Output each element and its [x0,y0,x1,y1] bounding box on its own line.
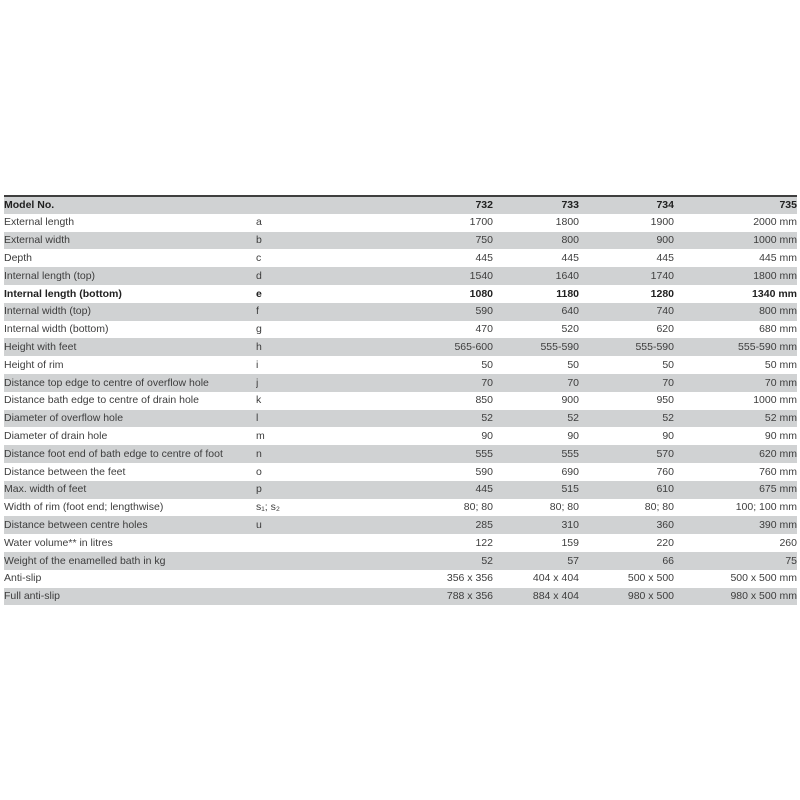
value-cell-732: 285 [475,518,493,531]
spec-label-cell: Internal length (bottom) [4,287,122,300]
table-row [4,249,797,267]
value-cell-732: 1080 [469,287,493,300]
value-cell-735: 50 mm [764,358,797,371]
value-cell-735: 445 mm [759,252,797,265]
value-cell-735: 100; 100 mm [735,501,797,514]
dimension-letter-cell: e [256,287,262,300]
table-row [4,534,797,552]
value-cell-732: 356 x 356 [446,572,493,585]
header-model-734: 734 [656,199,674,212]
dimension-letter-cell: n [256,447,262,460]
spec-label-cell: Distance between centre holes [4,518,148,531]
dimension-letter-cell: h [256,341,262,354]
dimension-letter-cell: c [256,252,262,265]
spec-label-cell: Distance bath edge to centre of drain hole [4,394,199,407]
spec-label-cell: External width [4,234,70,247]
value-cell-732: 1540 [469,269,493,282]
value-cell-735: 620 mm [759,447,797,460]
value-cell-735: 90 mm [764,430,797,442]
table-row [4,321,797,339]
table-row [4,445,797,463]
value-cell-733: 800 [561,234,579,247]
value-cell-733: 1800 [555,216,579,229]
spec-label-cell: Distance between the feet [4,465,126,478]
value-cell-735: 390 mm [759,518,797,531]
dimension-letter-cell: u [256,518,262,531]
value-cell-732: 80; 80 [463,501,493,514]
value-cell-735: 500 x 500 mm [730,572,797,585]
value-cell-733: 690 [561,465,579,478]
value-cell-734: 620 [656,323,674,336]
dimension-letter-cell: i [256,358,259,371]
value-cell-732: 590 [475,465,493,478]
value-cell-735: 800 mm [759,305,797,318]
value-cell-735: 1000 mm [753,394,797,407]
spec-label-cell: Internal width (top) [4,305,91,318]
value-cell-732: 122 [475,536,493,549]
table-row [4,516,797,534]
value-cell-734: 220 [656,536,674,549]
table-row [4,463,797,481]
value-cell-733: 310 [561,518,579,531]
dimension-letter-cell [256,588,396,606]
value-cell-733: 900 [561,394,579,407]
spec-label-cell: Distance top edge to centre of overflow hole [4,376,209,389]
value-cell-734: 500 x 500 [627,572,674,585]
value-cell-732: 445 [475,252,493,265]
value-cell-733: 555-590 [540,341,579,354]
value-cell-733: 404 x 404 [532,572,579,585]
dimension-letter-cell: p [256,483,262,496]
dimension-letter-cell: a [256,216,262,229]
value-cell-734: 555-590 [635,341,674,354]
header-letter-cell [256,196,396,214]
value-cell-735: 75 [785,554,797,567]
table-row [4,374,797,392]
value-cell-732: 445 [475,483,493,496]
dimension-letter-cell [256,552,396,570]
value-cell-732: 52 [481,554,493,567]
value-cell-734: 610 [656,483,674,496]
spec-label-cell: Diameter of overflow hole [4,412,124,425]
value-cell-732: 52 [481,412,493,425]
value-cell-733: 1180 [556,287,579,300]
spec-label-cell: Water volume** in litres [4,536,113,549]
value-cell-735: 675 mm [759,483,797,496]
dimension-letter-cell: m [256,430,265,442]
spec-label-cell: Height with feet [4,341,77,354]
bath-spec-table [4,195,797,605]
value-cell-732: 750 [475,234,493,247]
value-cell-732: 788 x 356 [446,590,493,603]
dimension-letter-cell: g [256,323,262,336]
value-cell-734: 52 [662,412,674,425]
value-cell-734: 980 x 500 [627,590,674,603]
table-row [4,285,797,303]
value-cell-734: 740 [656,305,674,318]
header-model-733: 733 [561,199,579,212]
dimension-letter-cell [256,570,396,588]
value-cell-735: 980 x 500 mm [730,590,797,603]
spec-label-cell: Anti-slip [4,572,42,585]
table-row [4,499,797,517]
value-cell-734: 760 [656,465,674,478]
value-cell-732: 470 [475,323,493,336]
dimension-letter-cell: o [256,465,262,478]
spec-label-cell: Distance foot end of bath edge to centre of foot [4,447,223,460]
spec-label-cell: Max. width of feet [4,483,87,496]
value-cell-735: 555-590 mm [738,341,797,354]
value-cell-733: 884 x 404 [532,590,579,603]
dimension-letter-cell: k [256,394,262,407]
value-cell-732: 50 [481,358,493,371]
value-cell-735: 1340 mm [752,287,797,300]
value-cell-735: 52 mm [764,412,797,425]
value-cell-734: 1900 [650,216,674,229]
value-cell-735: 2000 mm [753,216,797,229]
header-row [4,196,797,214]
value-cell-733: 520 [561,323,579,336]
value-cell-733: 555 [561,447,579,460]
value-cell-733: 52 [567,412,579,425]
value-cell-732: 565-600 [454,341,493,354]
value-cell-732: 70 [481,376,493,389]
table-row [4,588,797,606]
dimension-letter-cell: d [256,269,262,282]
table-row [4,552,797,570]
table-row [4,232,797,250]
value-cell-734: 80; 80 [644,501,674,514]
value-cell-734: 950 [656,394,674,407]
value-cell-734: 70 [662,376,674,389]
header-model-735: 735 [779,199,797,212]
value-cell-733: 90 [567,430,579,442]
value-cell-734: 1740 [650,269,674,282]
table-row [4,303,797,321]
value-cell-734: 570 [656,447,674,460]
value-cell-732: 90 [481,430,493,442]
value-cell-734: 66 [662,554,674,567]
value-cell-733: 159 [561,536,579,549]
value-cell-734: 360 [656,518,674,531]
value-cell-733: 57 [567,554,579,567]
value-cell-733: 515 [561,483,579,496]
spec-label-cell: Full anti-slip [4,590,61,603]
value-cell-733: 640 [561,305,579,318]
spec-label-cell: Diameter of drain hole [4,430,108,442]
table-row [4,410,797,428]
value-cell-734: 900 [656,234,674,247]
value-cell-735: 1000 mm [753,234,797,247]
dimension-letter-cell [256,534,396,552]
table-row [4,392,797,410]
table-row [4,214,797,232]
value-cell-732: 555 [475,447,493,460]
value-cell-734: 50 [662,358,674,371]
value-cell-732: 850 [475,394,493,407]
dimension-letter-cell: f [256,305,259,318]
spec-label-cell: Width of rim (foot end; lengthwise) [4,501,164,514]
table-row [4,267,797,285]
spec-label-cell: Depth [4,252,33,265]
value-cell-735: 1800 mm [753,269,797,282]
spec-label-cell: Weight of the enamelled bath in kg [4,554,166,567]
spec-label-cell: Height of rim [4,358,64,371]
value-cell-733: 445 [561,252,579,265]
value-cell-732: 590 [475,305,493,318]
table-row [4,427,797,445]
table-row [4,338,797,356]
dimension-letter-cell: j [256,376,259,389]
spec-label-cell: Internal length (top) [4,269,96,282]
value-cell-734: 445 [656,252,674,265]
value-cell-735: 70 mm [764,376,797,389]
value-cell-733: 70 [567,376,579,389]
spec-table-header [4,196,797,214]
table-row [4,570,797,588]
value-cell-735: 680 mm [759,323,797,336]
value-cell-733: 80; 80 [549,501,579,514]
dimension-letter-cell: s₁; s₂ [256,501,280,514]
header-model-no-label: Model No. [4,199,55,212]
value-cell-735: 260 [779,536,797,549]
dimension-letter-cell: b [256,234,262,247]
table-row [4,481,797,499]
spec-label-cell: Internal width (bottom) [4,323,109,336]
value-cell-734: 1280 [650,287,674,300]
table-row [4,356,797,374]
value-cell-734: 90 [662,430,674,442]
dimension-letter-cell: l [256,412,259,425]
value-cell-733: 1640 [555,269,579,282]
value-cell-735: 760 mm [759,465,797,478]
value-cell-733: 50 [567,358,579,371]
value-cell-732: 1700 [469,216,493,229]
header-model-732: 732 [475,199,493,212]
spec-label-cell: External length [4,216,75,229]
spec-table-body [4,214,797,606]
